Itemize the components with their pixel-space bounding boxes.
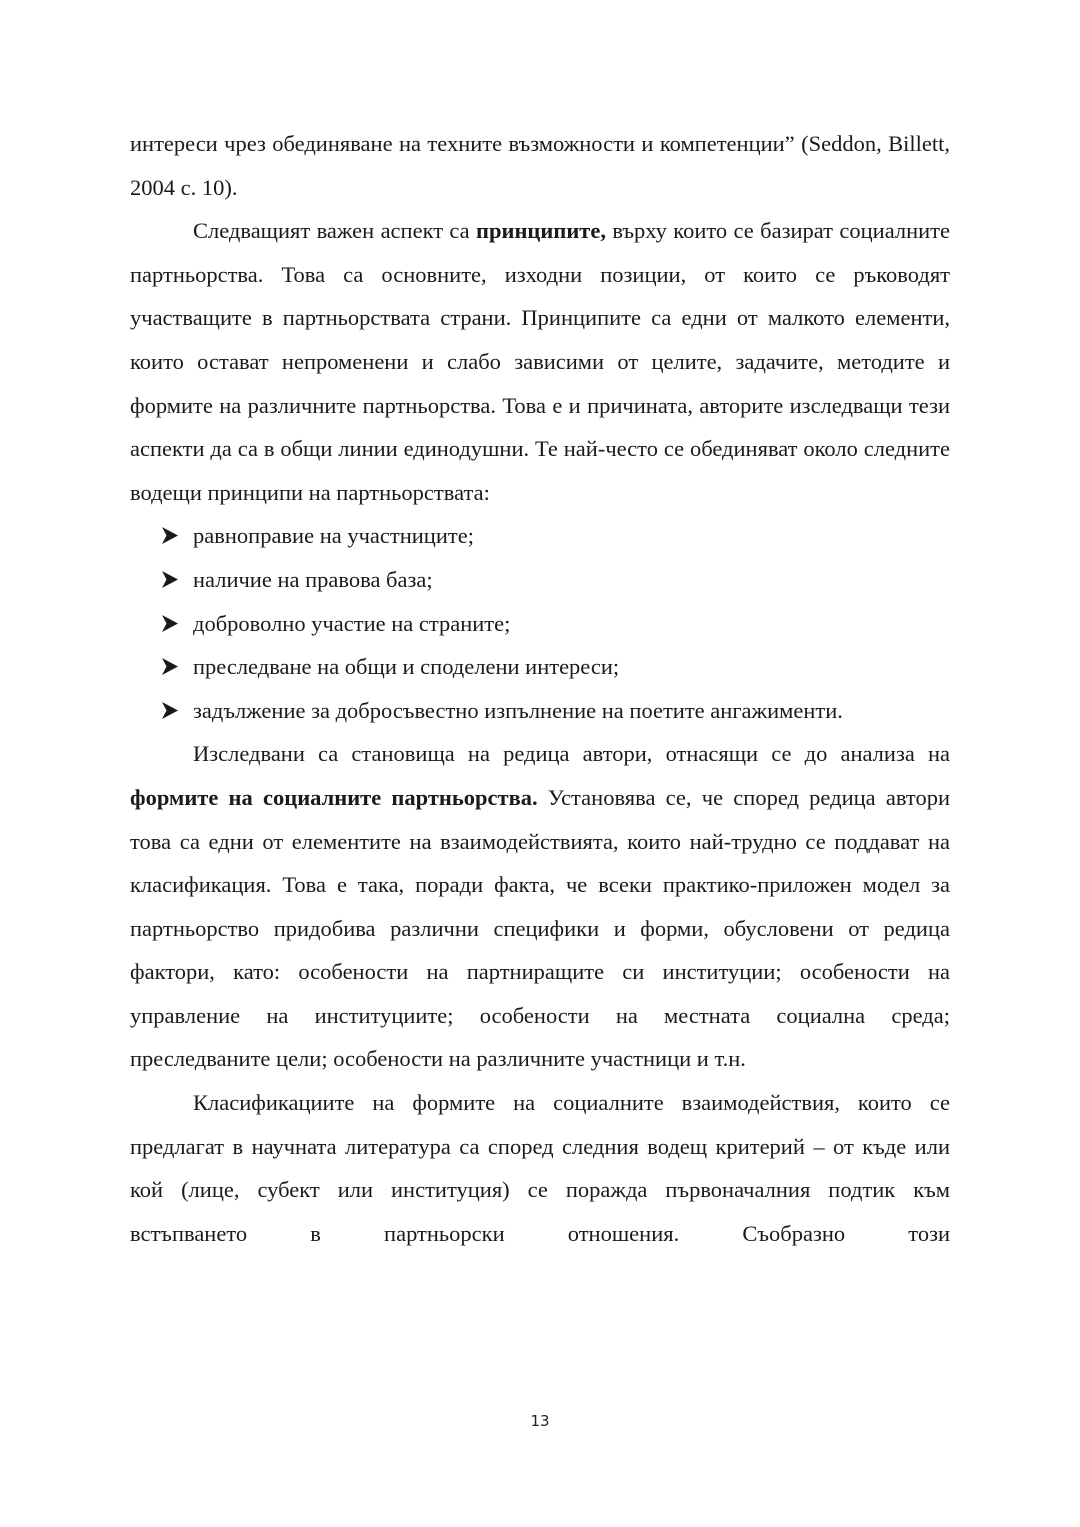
page-number: 13 [530, 1412, 550, 1430]
principles-list [130, 514, 950, 732]
list-item-text: равноправие на участниците; [193, 523, 474, 549]
arrowhead-bullet-icon [162, 689, 182, 733]
list-item [130, 689, 950, 733]
list-item [130, 645, 950, 689]
paragraph-principles-intro: Следващият важен аспект са [193, 218, 477, 244]
list-item [130, 558, 950, 602]
list-item [130, 514, 950, 558]
list-item-text: преследване на общи и споделени интереси; [193, 654, 620, 680]
paragraph-principles-body: върху които се базират социалните партньорства. Това са основните, изходни позиции, от които се ръководят участващите в партньорствата страни. Принципите са едни от малкото елементи, които остават непроменени и слабо зависими от целите, задачите, методите и формите на различните партньорства. Това е и причината, авторите изследващи тези аспекти да са в общи линии единодушни. Те най-често се обединяват около следните водещи принципи на партньорствата: [130, 218, 951, 505]
arrowhead-bullet-icon [162, 514, 182, 558]
list-item-text: задължение за добросъвестно изпълнение на поетите ангажименти. [193, 697, 843, 723]
arrowhead-bullet-icon [162, 558, 182, 602]
arrowhead-bullet-icon [162, 645, 182, 689]
paragraph-continuation: интереси чрез обединяване на техните възможности и компетенции” (Seddon, Billett, 2004 с. 10). [130, 131, 950, 200]
paragraph-forms-body: Установява се, че според редица автори това са едни от елементите на взаимодействията, които най-трудно се поддават на класификация. Това е така, поради факта, че всеки практико-приложен модел за партньорство придобива различни специфики и форми, обусловени от редица фактори, като: особености на партниращите си институции; особености на управление на институциите; особености на местната социална среда; преследваните цели; особености на различните участници и т.н. [130, 784, 950, 1072]
body-text [130, 122, 950, 1255]
list-item-text: наличие на правова база; [193, 566, 433, 592]
forms-term: формите на социалните партньорства. [130, 784, 538, 810]
paragraph-forms [130, 732, 950, 1081]
arrowhead-bullet-icon [162, 602, 182, 646]
list-item [130, 602, 950, 646]
paragraph-classifications: Класификациите на формите на социалните взаимодействия, които се предлагат в научната литература са според следния водещ критерий – от къде или кой (лице, субект или институция) се поражда първоначалния подтик към встъпването в партньорски отношения. Съобразно този [130, 1090, 950, 1246]
paragraph-forms-intro: Изследвани са становища на редица автори, отнасящи се до анализа на [193, 741, 950, 767]
list-item-text: доброволно участие на страните; [193, 610, 511, 636]
principles-term: принципите, [476, 218, 606, 244]
paragraph-principles [130, 209, 950, 514]
